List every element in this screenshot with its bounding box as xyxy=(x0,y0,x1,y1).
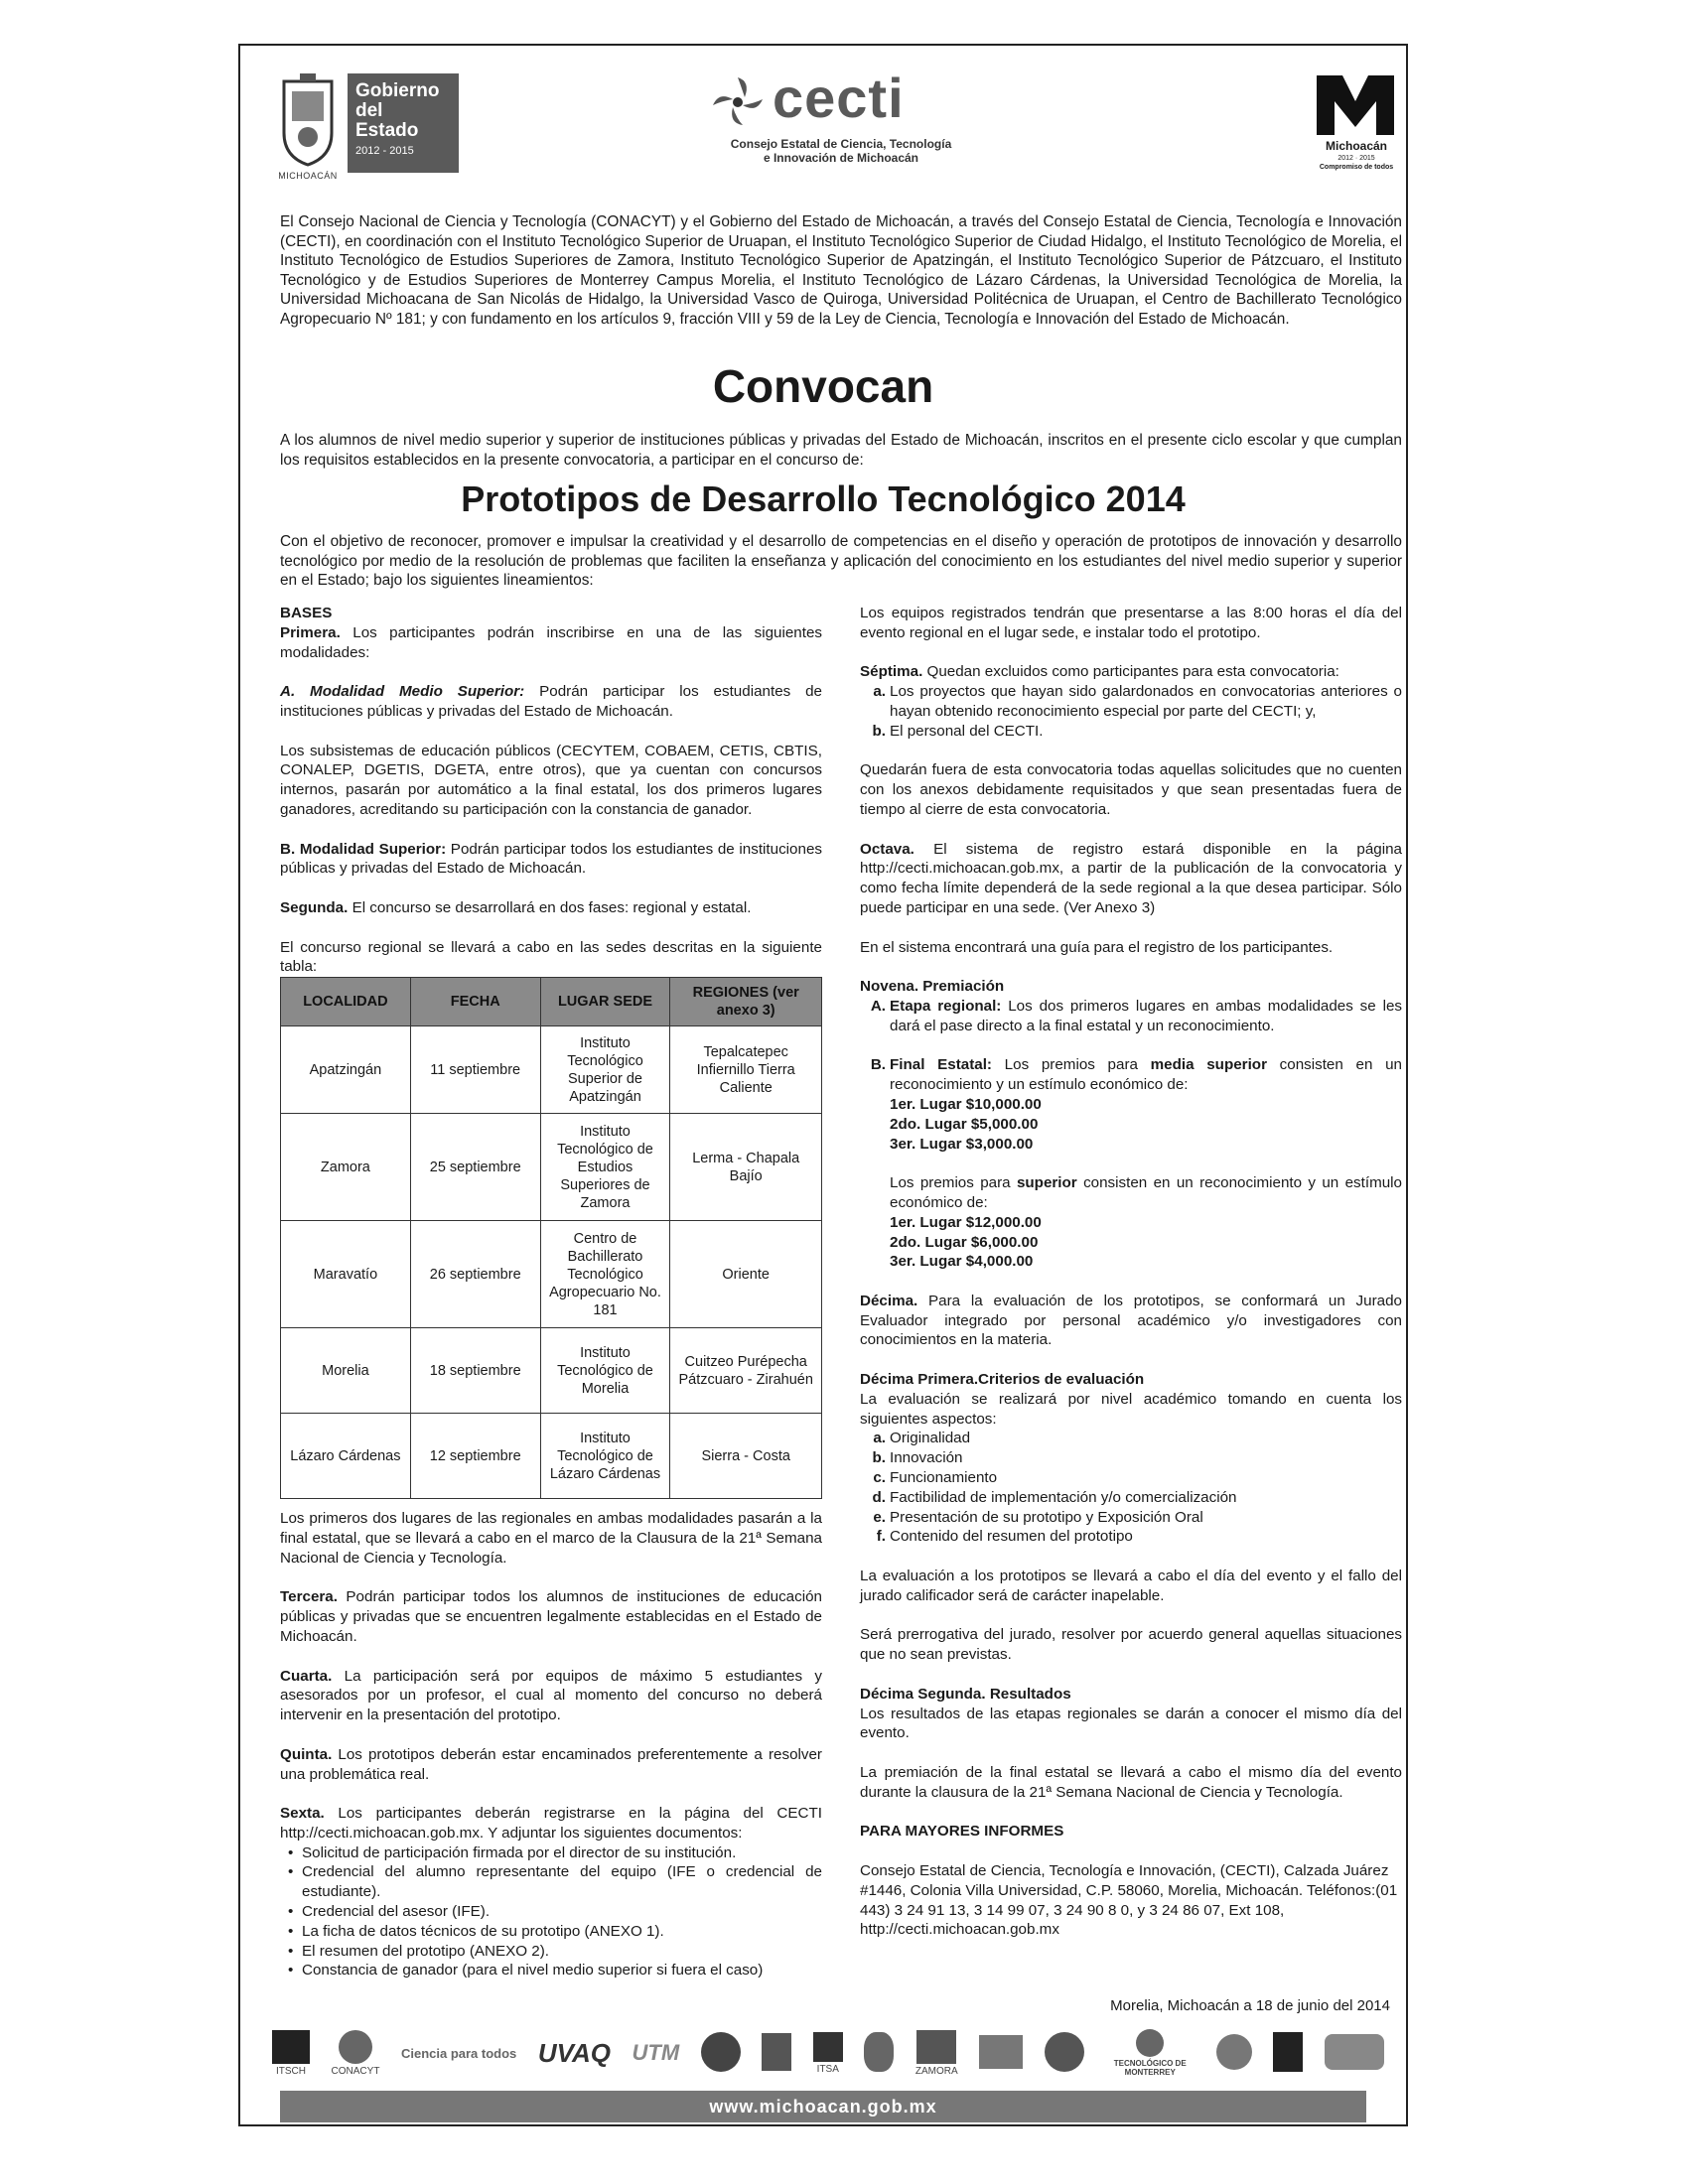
left-column xyxy=(280,604,822,1980)
col-lugar-sede: LUGAR SEDE xyxy=(540,978,670,1026)
michoacan-years: 2012 · 2015 xyxy=(1337,155,1375,162)
cecti-sub2: e Innovación de Michoacán xyxy=(763,151,919,165)
list-item: • El resumen del prototipo (ANEXO 2). xyxy=(302,1942,822,1962)
cell-fecha: 12 septiembre xyxy=(410,1414,540,1499)
col-regiones: REGIONES (ver anexo 3) xyxy=(670,978,822,1026)
criterios-list xyxy=(860,1429,1402,1547)
fuera-paragraph: Quedarán fuera de esta convocatoria todas aquellas solicitudes que no cuenten con los anexos debidamente requisitados y que sean presentadas fuera de tiempo al cierre de esta convocatoria. xyxy=(860,761,1402,818)
cell-regiones: Cuitzeo Purépecha Pátzcuaro - Zirahuén xyxy=(670,1328,822,1414)
zamora-logo: ZAMORA xyxy=(915,2030,958,2077)
list-item: f. Contenido del resumen del prototipo xyxy=(876,1528,1133,1546)
col-localidad: LOCALIDAD xyxy=(281,978,411,1026)
institute-seal-icon xyxy=(762,2033,791,2073)
intro-paragraph: El Consejo Nacional de Ciencia y Tecnología (CONACYT) y el Gobierno del Estado de Michoacán, a través del Consejo Estatal de Ciencia, Tecnología e Innovación (CECTI), en coordinación con el Instituto Tecnológico Superior de Uruapan, el Instituto Tecnológico Superior de Ciudad Hidalgo, el Instituto Tecnológico de Morelia, el Instituto Tecnológico de Estudios Superiores de Zamora, Instituto Tecnológico Superior de Apatzingán, el Instituto Tecnológico Superior de Pátzcuaro, el Instituto Tecnológico y de Estudios Superiores de Monterrey Campus Morelia, el Instituto Tecnológico de Lázaro Cárdenas, la Universidad Tecnológica de Morelia, la Universidad Michoacana de San Nicolás de Hidalgo, la Universidad Vasco de Quiroga, Universidad Politécnica de Uruapan, el Centro de Bachillerato Tecnológico Agropecuario Nº 181; y con fundamento en los artículos 9, fracción VIII y 59 de la Ley de Ciencia, Tecnología e Innovación del Estado de Michoacán. xyxy=(280,213,1402,328)
umsnh-seal-icon xyxy=(701,2032,741,2074)
exclusion-list xyxy=(860,682,1402,741)
cell-fecha: 18 septiembre xyxy=(410,1328,540,1414)
superior-intro: Los premios para superior consisten en un reconocimiento y un estímulo económico de: xyxy=(890,1174,1402,1211)
contest-title: Prototipos de Desarrollo Tecnológico 2014 xyxy=(461,478,1186,519)
prize-item: 2do. Lugar $5,000.00 xyxy=(890,1115,1039,1133)
michoacan-m-icon xyxy=(1313,71,1398,137)
partner-logos xyxy=(272,2023,1384,2083)
prize-item: 3er. Lugar $3,000.00 xyxy=(890,1135,1034,1153)
fallo-paragraph: La evaluación a los prototipos se llevará a cabo el día del evento y el fallo del jurado calificador será de carácter inapelable. xyxy=(860,1568,1402,1604)
university-logo-icon xyxy=(1045,2032,1084,2074)
uvaq-logo: UVAQ xyxy=(537,2037,612,2068)
list-item: • Solicitud de participación firmada por el director de su institución. xyxy=(302,1843,822,1863)
cell-lugar-sede: Instituto Tecnológico Superior de Apatzingán xyxy=(540,1026,670,1114)
prerrogativa-paragraph: Será prerrogativa del jurado, resolver por acuerdo general aquellas situaciones que no sean previstas. xyxy=(860,1626,1402,1664)
subsistemas-paragraph: Los subsistemas de educación públicos (CECYTEM, COBAEM, CETIS, CBTIS, CONALEP, DGETIS, DGETA, entre otros), que ya cuentan con concursos internos, pasarán por automático a la final estatal, los dos primeros lugares ganadores, acreditando su participación con la constancia de ganador. xyxy=(280,742,822,818)
itsa-logo: ITSA xyxy=(813,2032,843,2075)
premiacion-list xyxy=(860,997,1402,1095)
utm-logo: UTM xyxy=(632,2040,680,2065)
base-quinta: Quinta. Los prototipos deberán estar encaminados preferentemente a resolver una problemática real. xyxy=(280,1745,822,1783)
informes-heading: PARA MAYORES INFORMES xyxy=(860,1823,1064,1841)
list-item: B. Final Estatal: Los premios para media superior consisten en un reconocimiento y un estímulo económico de: xyxy=(870,1056,1402,1094)
cell-localidad: Zamora xyxy=(281,1114,411,1221)
objective-paragraph: Con el objetivo de reconocer, promover e impulsar la creatividad y el desarrollo de competencias en el diseño y operación de prototipos de innovación y desarrollo tecnológico por medio de la resolución de problemas que faciliten la enseñanza y aplicación del conocimiento en los estudiantes del nivel medio superior y superior en el Estado; bajo los siguientes lineamientos: xyxy=(280,533,1402,590)
cecti-name: cecti xyxy=(773,67,905,129)
final-estatal-paragraph: Los primeros dos lugares de las regionales en ambas modalidades pasarán a la final estatal, que se llevará a cabo en el marco de la Clausura de la 21ª Semana Nacional de Ciencia y Tecnología. xyxy=(280,1510,822,1567)
modalidad-medio-superior: A. Modalidad Medio Superior: Podrán participar los estudiantes de instituciones públicas y privadas del Estado de Michoacán. xyxy=(280,683,822,720)
cell-fecha: 11 septiembre xyxy=(410,1026,540,1114)
cell-regiones: Oriente xyxy=(670,1221,822,1328)
list-item: a. Los proyectos que hayan sido galardonados en convocatorias anteriores o hayan obtenido reconocimiento especial por parte del CECTI; y, xyxy=(873,683,1402,720)
list-item: e. Presentación de su prototipo y Exposición Oral xyxy=(873,1508,1203,1526)
cecti-swirl-icon xyxy=(707,71,769,131)
list-item: • Constancia de ganador (para el nivel medio superior si fuera el caso) xyxy=(302,1961,822,1980)
list-item: • Credencial del alumno representante del equipo (IFE o credencial de estudiante). xyxy=(302,1862,822,1902)
cell-localidad: Maravatío xyxy=(281,1221,411,1328)
document-frame xyxy=(238,44,1408,2126)
michoacan-logo xyxy=(1313,71,1402,181)
table-row xyxy=(281,1026,822,1114)
list-item: b. El personal del CECTI. xyxy=(872,722,1044,740)
premiacion-paragraph: La premiación de la final estatal se llevará a cabo el mismo día del evento durante la clausura de la 21ª Semana Nacional de Ciencia y Tecnología. xyxy=(860,1764,1402,1801)
informes-paragraph: Consejo Estatal de Ciencia, Tecnología e Innovación, (CECTI), Calzada Juárez #1446, Colonia Villa Universidad, C.P. 58060, Morelia, Michoacán. Teléfonos:(01 443) 3 24 91 13, 3 14 99 07, 3 24 90 8 0, y 3 24 86 07, Ext 108, http://cecti.michoacan.gob.mx xyxy=(860,1862,1398,1939)
prize-item: 1er. Lugar $10,000.00 xyxy=(890,1095,1042,1113)
list-item: A. Etapa regional: Los dos primeros lugares en ambas modalidades se les dará el pase directo a la final estatal y un reconocimiento. xyxy=(870,997,1402,1034)
date-line: Morelia, Michoacán a 18 de junio del 2014 xyxy=(1110,1997,1390,2014)
table-header-row xyxy=(281,978,822,1026)
list-item: a. Originalidad xyxy=(873,1430,971,1447)
header xyxy=(240,46,1406,195)
tec-monterrey-logo: TECNOLÓGICO DE MONTERREY xyxy=(1105,2029,1195,2077)
gov-years: 2012 - 2015 xyxy=(355,145,414,157)
modalidad-superior: B. Modalidad Superior: Podrán participar todos los estudiantes de instituciones públicas y privadas del Estado de Michoacán. xyxy=(280,840,822,878)
table-row xyxy=(281,1414,822,1499)
cell-regiones: Sierra - Costa xyxy=(670,1414,822,1499)
guia-paragraph: En el sistema encontrará una guía para el registro de los participantes. xyxy=(860,938,1334,956)
gov-line1: Gobierno xyxy=(355,80,440,101)
base-septima: Séptima. Quedan excluidos como participantes para esta convocatoria: xyxy=(860,663,1339,681)
shield-logo-icon xyxy=(864,2032,894,2074)
bases-heading: BASES xyxy=(280,605,333,621)
conacyt-logo: CONACYT xyxy=(332,2030,380,2077)
michoacan-name: Michoacán xyxy=(1325,139,1387,153)
base-octava: Octava. El sistema de registro estará disponible en la página http://cecti.michoacan.gob.mx, a partir de la publicación de la convocatoria y como fecha límite dependerá de la sede regional a la que desea participar. Sólo puede participar en una sede. (Ver Anexo 3) xyxy=(860,840,1402,916)
ciencia-para-todos-logo: Ciencia para todos xyxy=(400,2045,517,2061)
list-item: d. Factibilidad de implementación y/o comercialización xyxy=(872,1488,1237,1506)
list-item: • La ficha de datos técnicos de su prototipo (ANEXO 1). xyxy=(302,1922,822,1942)
premios-media-superior xyxy=(860,1095,1402,1154)
upu-logo-icon xyxy=(1216,2034,1252,2072)
cell-localidad: Apatzingán xyxy=(281,1026,411,1114)
gobierno-box xyxy=(348,73,459,173)
premios-superior xyxy=(860,1173,1402,1272)
documents-list xyxy=(280,1843,822,1981)
cell-regiones: Lerma - Chapala Bajío xyxy=(670,1114,822,1221)
cell-regiones: Tepalcatepec Infiernillo Tierra Caliente xyxy=(670,1026,822,1114)
lead-paragraph: A los alumnos de nivel medio superior y superior de instituciones públicas y privadas del Estado de Michoacán, inscritos en el presente ciclo escolar y que cumplan los requisitos establecidos en la presente convocatoria, a participar en el concurso de: xyxy=(280,432,1402,469)
decima-primera-text: La evaluación se realizará por nivel académico tomando en cuenta los siguientes aspectos: xyxy=(860,1390,1402,1428)
base-tercera: Tercera. Podrán participar todos los alumnos de instituciones de educación públicas y privadas que se encuentren legalmente establecidas en el Estado de Michoacán. xyxy=(280,1588,822,1645)
col-fecha: FECHA xyxy=(410,978,540,1026)
cecti-subtitle xyxy=(707,137,975,165)
right-column xyxy=(860,604,1402,1940)
shield-caption: MICHOACÁN xyxy=(278,171,338,181)
base-segunda: Segunda. El concurso se desarrollará en dos fases: regional y estatal. xyxy=(280,898,752,916)
institute-logo-icon xyxy=(979,2035,1023,2071)
table-row xyxy=(281,1114,822,1221)
state-shield-icon xyxy=(278,73,338,169)
base-primera: Primera. Los participantes podrán inscribirse en una de las siguientes modalidades: xyxy=(280,623,822,661)
cbta-logo-icon xyxy=(1273,2032,1303,2074)
base-decima: Décima. Para la evaluación de los prototipos, se conformará un Jurado Evaluador integrado por personal académico y/o investigadores con conocimientos en la materia. xyxy=(860,1292,1402,1349)
cell-fecha: 26 septiembre xyxy=(410,1221,540,1328)
footer-url[interactable]: www.michoacan.gob.mx xyxy=(280,2091,1366,2122)
cell-lugar-sede: Instituto Tecnológico de Lázaro Cárdenas xyxy=(540,1414,670,1499)
cell-localidad: Lázaro Cárdenas xyxy=(281,1414,411,1499)
cell-localidad: Morelia xyxy=(281,1328,411,1414)
prize-item: 1er. Lugar $12,000.00 xyxy=(890,1213,1042,1231)
cecti-sub1: Consejo Estatal de Ciencia, Tecnología xyxy=(730,137,952,151)
michoacan-slogan: Compromiso de todos xyxy=(1319,164,1394,171)
table-row xyxy=(281,1221,822,1328)
convocan-heading: Convocan xyxy=(712,360,934,412)
cell-lugar-sede: Instituto Tecnológico de Morelia xyxy=(540,1328,670,1414)
gov-line2: del Estado xyxy=(355,100,419,141)
resultados-paragraph: Los resultados de las etapas regionales se darán a conocer el mismo día del evento. xyxy=(860,1705,1402,1742)
anniversary-logo-icon xyxy=(1325,2034,1384,2072)
list-item: b. Innovación xyxy=(872,1449,963,1467)
sedes-table xyxy=(280,977,822,1499)
prize-item: 2do. Lugar $6,000.00 xyxy=(890,1233,1039,1251)
equipos-paragraph: Los equipos registrados tendrán que presentarse a las 8:00 horas el día del evento regional en el lugar sede, e instalar todo el prototipo. xyxy=(860,605,1402,641)
novena-heading: Novena. Premiación xyxy=(860,978,1005,996)
cell-lugar-sede: Instituto Tecnológico de Estudios Superiores de Zamora xyxy=(540,1114,670,1221)
regional-intro: El concurso regional se llevará a cabo en las sedes descritas en la siguiente tabla: xyxy=(280,938,822,976)
cell-lugar-sede: Centro de Bachillerato Tecnológico Agropecuario No. 181 xyxy=(540,1221,670,1328)
base-sexta: Sexta. Los participantes deberán registrarse en la página del CECTI http://cecti.michoacan.gob.mx. Y adjuntar los siguientes documentos: xyxy=(280,1805,822,1842)
list-item: • Credencial del asesor (IFE). xyxy=(302,1902,822,1922)
prize-item: 3er. Lugar $4,000.00 xyxy=(890,1253,1034,1271)
list-item: c. Funcionamiento xyxy=(873,1469,998,1487)
cell-fecha: 25 septiembre xyxy=(410,1114,540,1221)
table-row xyxy=(281,1328,822,1414)
decima-segunda-heading: Décima Segunda. Resultados xyxy=(860,1685,1071,1703)
itsch-logo: ITSCH xyxy=(272,2030,310,2077)
base-cuarta: Cuarta. La participación será por equipos de máximo 5 estudiantes y asesorados por un profesor, el cual al momento del concurso no deberá intervenir en la presentación del prototipo. xyxy=(280,1667,822,1724)
cecti-logo xyxy=(707,67,975,171)
decima-primera-heading: Décima Primera.Criterios de evaluación xyxy=(860,1371,1145,1389)
gobierno-logo xyxy=(278,73,586,193)
